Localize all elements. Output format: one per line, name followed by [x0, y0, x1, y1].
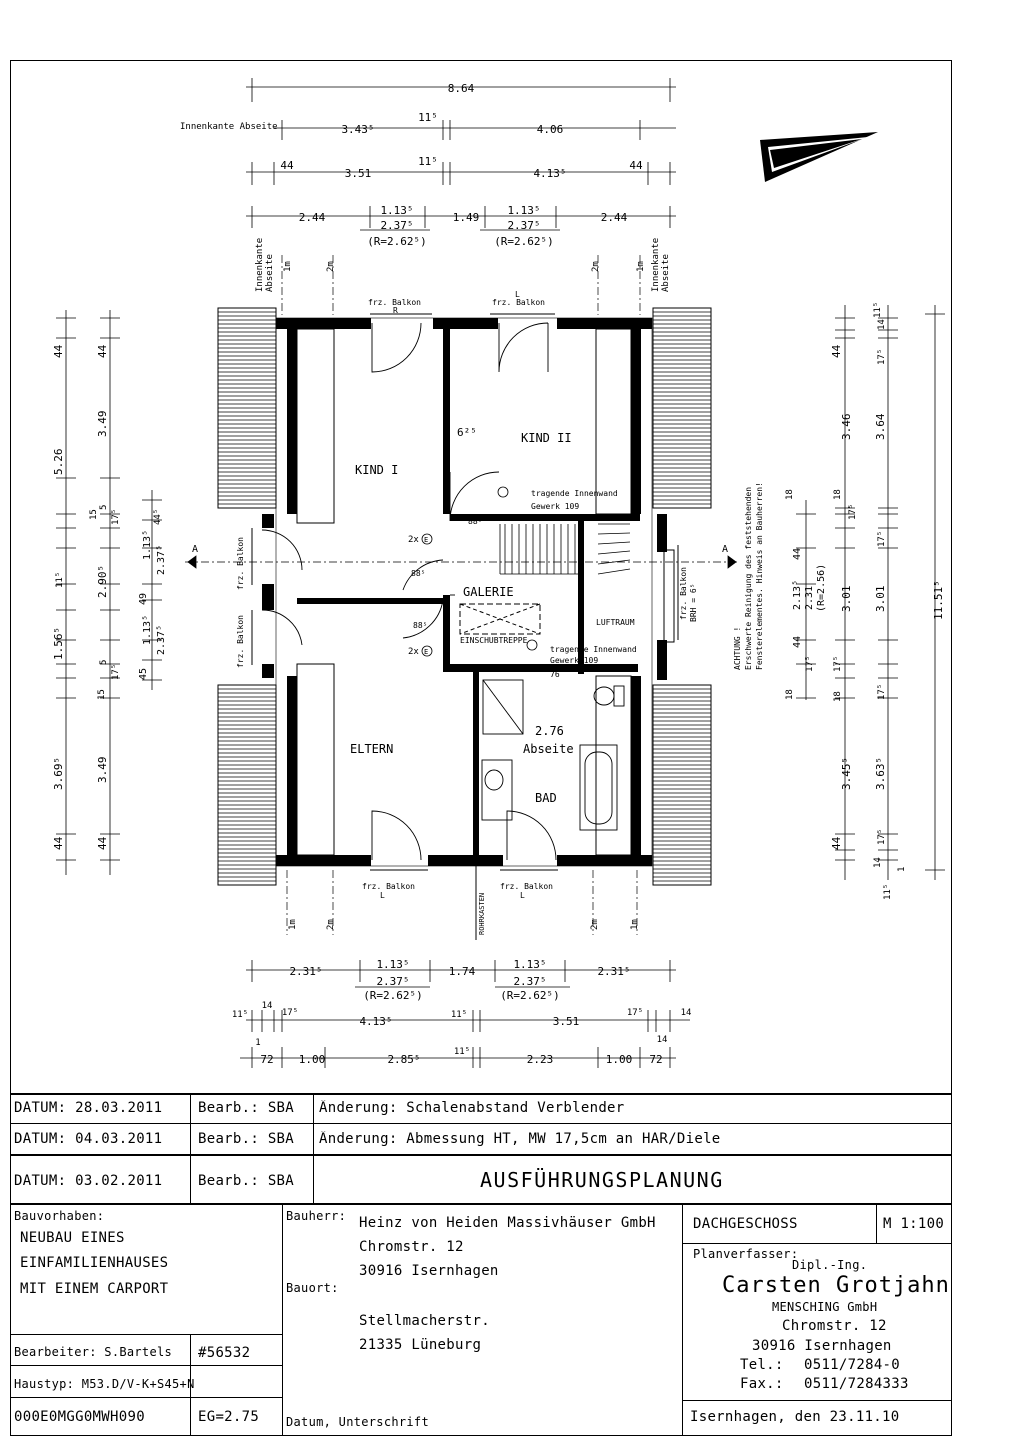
dim-left-a19: 45	[138, 667, 149, 680]
pv-city: 30916 Isernhagen	[752, 1338, 892, 1354]
bauherr-label: Bauherr:	[286, 1209, 347, 1223]
dim-right-b16: 17⁵	[877, 530, 887, 547]
bauherr-3: 30916 Isernhagen	[359, 1263, 499, 1279]
dim-bottom-r1f: 1.13⁵	[513, 958, 547, 971]
pv-fax-label: Fax.:	[740, 1376, 784, 1392]
dim-bottom-r3a: 72	[260, 1053, 274, 1066]
pv-tel-label: Tel.:	[740, 1357, 784, 1373]
dim-left-a21: 3.49	[96, 756, 109, 783]
two-e-2: 2x	[408, 647, 419, 657]
dim-right-b24: 3.45⁵	[840, 756, 853, 790]
dim-bottom-r3h: 1	[255, 1038, 261, 1048]
pv-firm: MENSCHING GmbH	[772, 1300, 878, 1314]
dim-right-b27: 17⁵	[877, 828, 887, 845]
dim-left-a14: 1.13⁵	[142, 614, 153, 645]
m1-right-bottom: 1m	[630, 919, 640, 930]
section-a-left: A	[192, 544, 199, 555]
l-mark-top: L	[515, 290, 520, 299]
bauvorhaben-label: Bauvorhaben:	[14, 1209, 105, 1223]
e-marker-2-label: E	[424, 648, 429, 656]
datum-unterschrift: Datum, Unterschrift	[286, 1415, 429, 1429]
rev3-datum: DATUM: 03.02.2011	[14, 1173, 163, 1189]
achtung-1: ACHTUNG !	[733, 626, 742, 670]
dim-right-b30: 1	[897, 866, 907, 872]
dim-top-row3d: 4.13⁵	[533, 167, 567, 180]
achtung-3: Fensterelementes. Hinweis an Bauherren!	[755, 482, 764, 670]
dim-left-a3: 5.26	[52, 448, 65, 475]
l-mark-bottom-left: L	[380, 891, 385, 900]
dim-bottom-r1i: 2.31⁵	[597, 965, 631, 978]
dim-right-b22: 18	[833, 691, 843, 702]
dim-right-b28: 14	[873, 857, 883, 868]
dim-bottom-r1c: 2.37⁵	[376, 975, 410, 988]
abseite-left-top: Abseite	[265, 254, 275, 292]
dim-right-b17: 11.51⁵	[932, 580, 945, 620]
dim-top-row3c: 11⁵	[418, 155, 438, 168]
room-eltern: ELTERN	[350, 742, 394, 756]
code: 000E0MGG0MWH090	[14, 1409, 145, 1425]
pv-title: Dipl.-Ing.	[792, 1258, 868, 1272]
dim-bottom-r3e: 2.23	[526, 1053, 554, 1066]
dim-left-a2: 3.49	[96, 410, 109, 437]
dim-top-row4e: 1.49	[452, 211, 480, 224]
dim-right-b10: 44	[792, 547, 803, 560]
dim-top-row4c: 2.37⁵	[380, 219, 414, 232]
dim-bottom-r3f: 1.00	[605, 1053, 633, 1066]
two-e-1: 2x	[408, 535, 419, 545]
rev3-bearb: Bearb.: SBA	[198, 1173, 295, 1189]
bauort-1: Stellmacherstr.	[359, 1313, 490, 1329]
projekt-nummer: #56532	[198, 1345, 251, 1361]
dim-top-row4i: 2.44	[600, 211, 628, 224]
dim-left-a23: 44	[96, 344, 109, 358]
dim-top-total: 8.64	[447, 82, 475, 95]
dim-bottom-r3b: 1.00	[298, 1053, 326, 1066]
dim-bottom-r2g: 17⁵	[626, 1008, 644, 1018]
dim-bottom-r2c: 17⁵	[281, 1008, 299, 1018]
dim-left-a6: 17⁵	[111, 508, 121, 525]
pv-street: Chromstr. 12	[782, 1318, 887, 1334]
dim-top-row2a: 3.43⁵	[341, 123, 375, 136]
tragende-label-1: tragende Innenwand	[531, 489, 618, 498]
planverfasser-label: Planverfasser:	[693, 1247, 799, 1261]
dim-left-a7: 44⁵	[153, 508, 163, 525]
m1-left-bottom: 1m	[288, 919, 298, 930]
achtung-2: Erschwerte Reinigung des feststehenden	[744, 486, 753, 670]
room-luftraum: LUFTRAUM	[596, 618, 635, 627]
rev1-bearb: Bearb.: SBA	[198, 1100, 295, 1116]
room-galerie: GALERIE	[463, 585, 514, 599]
dim-top-row4h: (R=2.62⁵)	[494, 235, 554, 248]
m1-right-top: 1m	[636, 261, 646, 272]
dim-left-a4: 5	[99, 504, 109, 510]
dim-left-a1: 44	[52, 344, 65, 358]
room-kind2: KIND II	[521, 431, 572, 445]
dim-bottom-r2a: 11⁵	[231, 1010, 249, 1020]
m2-left-bottom: 2m	[326, 919, 336, 930]
bauvorhaben-1: NEUBAU EINES	[20, 1230, 125, 1246]
dim-right-b12: 2.31	[804, 585, 815, 610]
dim-6-25: 6²⁵	[457, 426, 477, 439]
dim-left-a15: 2.37⁵	[156, 624, 167, 655]
dim-right-b18: 44	[792, 635, 803, 648]
title-block	[10, 1093, 952, 1436]
m2-right-bottom: 2m	[590, 919, 600, 930]
dim-bottom-r3g: 72	[649, 1053, 663, 1066]
door-88-2: 88⁵	[411, 569, 426, 578]
dim-right-b1: 44	[830, 344, 843, 358]
e-marker-1-label: E	[424, 536, 429, 544]
dim-right-b5: 3.46	[840, 413, 853, 440]
dim-bottom-r3i: 14	[656, 1035, 668, 1045]
section-a-right: A	[722, 544, 729, 555]
abseite-right-top: Abseite	[661, 254, 671, 292]
dim-bottom-r1a: 2.31⁵	[289, 965, 323, 978]
m1-left-top: 1m	[283, 261, 293, 272]
dim-right-b26: 44	[830, 836, 843, 850]
dim-left-a10: 11⁵	[55, 571, 65, 588]
planung-title: AUSFÜHRUNGSPLANUNG	[480, 1168, 724, 1192]
dim-left-a20: 3.69⁵	[52, 756, 65, 790]
m2-right-top: 2m	[591, 261, 601, 272]
bauvorhaben-2: EINFAMILIENHAUSES	[20, 1255, 169, 1271]
balkon-top-left: frz. Balkon	[368, 298, 421, 307]
rev1-datum: DATUM: 28.03.2011	[14, 1100, 163, 1116]
dim-top-row3a: 44	[280, 159, 294, 172]
dim-top-row4f: 1.13⁵	[507, 204, 541, 217]
pv-tel: 0511/7284-0	[804, 1357, 901, 1373]
room-einschubtreppe: EINSCHUBTREPPE	[460, 636, 528, 645]
dim-left-a23b: 44	[96, 836, 109, 850]
dim-right-b19: 17⁵	[805, 655, 815, 672]
dim-left-a22: 44	[52, 836, 65, 850]
door-88-1: 88⁵	[468, 517, 483, 526]
geschoss: DACHGESCHOSS	[693, 1216, 798, 1232]
dim-left-a5: 15	[89, 509, 99, 520]
dim-left-a18: 15	[97, 689, 107, 700]
dim-bottom-r1d: (R=2.62⁵)	[363, 989, 423, 1002]
dim-right-b6: 3.64	[874, 413, 887, 440]
dim-top-row2c: 4.06	[536, 123, 564, 136]
dim-top-row4d: (R=2.62⁵)	[367, 235, 427, 248]
dim-bottom-r1b: 1.13⁵	[376, 958, 410, 971]
dim-right-b25: 3.63⁵	[874, 756, 887, 790]
dim-right-b11: 2.13⁵	[792, 579, 803, 610]
dim-right-b9: 18	[785, 489, 795, 500]
balkon-bottom-right: frz. Balkon	[500, 882, 553, 891]
room-abseite: Abseite	[523, 742, 574, 756]
room-kind1: KIND I	[355, 463, 399, 477]
balkon-top-right: frz. Balkon	[492, 298, 545, 307]
dim-left-a17: 17⁵	[111, 663, 121, 680]
dim-76: 76	[550, 670, 560, 679]
dim-2-76: 2.76	[535, 724, 564, 738]
l-mark-bottom-right: L	[520, 891, 525, 900]
dim-right-b14: 3.01	[840, 585, 853, 612]
dim-bottom-r2h: 14	[680, 1008, 692, 1018]
room-bad: BAD	[535, 791, 557, 805]
rev1-aenderung: Änderung: Schalenabstand Verblender	[319, 1100, 625, 1116]
rev2-datum: DATUM: 04.03.2011	[14, 1131, 163, 1147]
rev2-bearb: Bearb.: SBA	[198, 1131, 295, 1147]
dim-right-b7: 18	[833, 489, 843, 500]
dim-bottom-r2f: 3.51	[552, 1015, 580, 1028]
dim-right-b13: (R=2.56)	[816, 563, 827, 612]
gewerk-label-2: Gewerk 109	[550, 656, 599, 665]
dim-left-a12: 49	[138, 592, 149, 605]
balkon-left-1: frz. Balkon	[236, 537, 245, 590]
tragende-label-2: tragende Innenwand	[550, 645, 637, 654]
r-mark: R	[393, 306, 398, 315]
pv-name: Carsten Grotjahn	[722, 1273, 950, 1298]
dim-bottom-r2d: 4.13⁵	[359, 1015, 393, 1028]
dim-bottom-r3d: 11⁵	[453, 1047, 471, 1057]
innenkante-right-top: Innenkante	[651, 237, 661, 292]
m2-left-top: 2m	[326, 261, 336, 272]
gewerk-label-1: Gewerk 109	[531, 502, 580, 511]
bauherr-1: Heinz von Heiden Massivhäuser GmbH	[359, 1215, 656, 1231]
dim-top-row4b: 1.13⁵	[380, 204, 414, 217]
dim-right-b23: 17⁵	[877, 683, 887, 700]
ort-datum: Isernhagen, den 23.11.10	[690, 1409, 900, 1425]
brh-label: BRH = 6⁵	[689, 583, 698, 622]
dim-bottom-r1g: 2.37⁵	[513, 975, 547, 988]
balkon-left-2: frz. Balkon	[236, 615, 245, 668]
dim-bottom-r1e: 1.74	[448, 965, 476, 978]
pv-fax: 0511/7284333	[804, 1376, 909, 1392]
dim-top-row4g: 2.37⁵	[507, 219, 541, 232]
dim-left-a9: 2.37⁵	[156, 544, 167, 575]
eg-height: EG=2.75	[198, 1409, 260, 1425]
dim-left-a8: 1.13⁵	[142, 529, 153, 560]
dim-top-row4a: 2.44	[298, 211, 326, 224]
bauort-2: 21335 Lüneburg	[359, 1337, 482, 1353]
rev2-aenderung: Änderung: Abmessung HT, MW 17,5cm an HAR/Diele	[319, 1131, 721, 1147]
dim-left-a16: 5	[99, 659, 109, 665]
dim-top-row3e: 44	[629, 159, 643, 172]
dim-bottom-r3c: 2.85⁵	[387, 1053, 421, 1066]
dim-right-b29: 11⁵	[883, 883, 893, 900]
innenkante-left-top: Innenkante	[255, 237, 265, 292]
dim-left-a13: 1.56⁵	[52, 626, 65, 660]
dim-right-b20: 18	[785, 689, 795, 700]
dim-right-b3: 11⁵	[873, 301, 883, 318]
dim-bottom-r1h: (R=2.62⁵)	[500, 989, 560, 1002]
haustyp: Haustyp: M53.D/V-K+S45+N	[14, 1377, 195, 1391]
dim-right-b15: 3.01	[874, 585, 887, 612]
door-88-3: 88⁵	[413, 621, 428, 630]
dim-bottom-r2b: 14	[261, 1001, 273, 1011]
dim-bottom-r2e: 11⁵	[450, 1010, 468, 1020]
balkon-bottom-left: frz. Balkon	[362, 882, 415, 891]
dim-right-b2: 17⁵	[877, 348, 887, 365]
bauort-label: Bauort:	[286, 1281, 339, 1295]
balkon-right: frz. Balkon	[679, 567, 688, 620]
bearbeiter: Bearbeiter: S.Bartels	[14, 1345, 173, 1359]
dim-right-b8: 17⁵	[848, 503, 858, 520]
massstab: M 1:100	[883, 1216, 945, 1232]
dim-top-row3b: 3.51	[344, 167, 372, 180]
innenkante-abseite-label: Innenkante Abseite	[180, 122, 278, 132]
dim-right-b21: 17⁵	[833, 655, 843, 672]
bauherr-2: Chromstr. 12	[359, 1239, 464, 1255]
bauvorhaben-3: MIT EINEM CARPORT	[20, 1281, 169, 1297]
dim-right-b4: 14	[877, 319, 887, 330]
rohrkasten-label: ROHRKASTEN	[478, 892, 486, 935]
dim-top-row2b: 11⁵	[418, 111, 438, 124]
dim-left-a11: 2.90⁵	[96, 564, 109, 598]
